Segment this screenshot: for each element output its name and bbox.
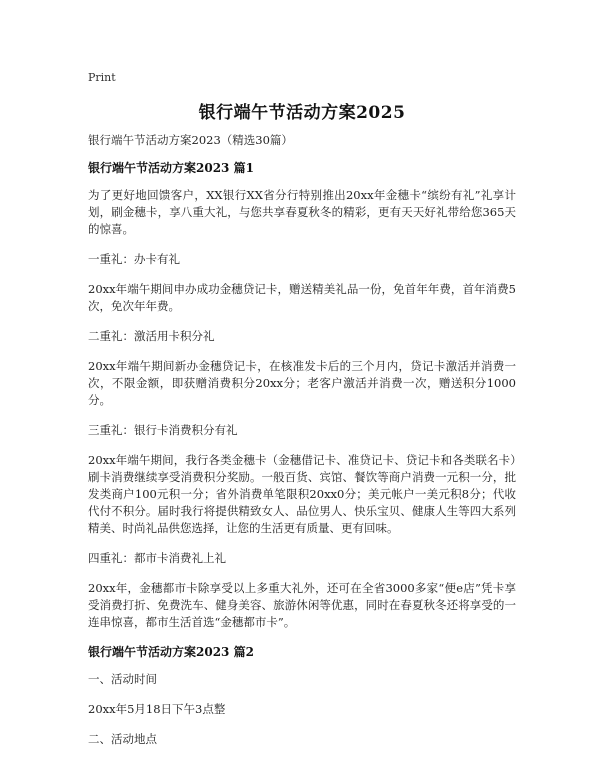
gift4-text: 20xx年，金穗都市卡除享受以上多重大礼外，还可在全省3000多家“便e店”凭卡享受消费打折、免费洗车、健身美容、旅游休闲等优惠，同时在春夏秋冬还将享受的一连串惊喜，都市生活首选“金穗都市卡”。 [88, 581, 516, 629]
gift4-title: 四重礼：都市卡消费礼上礼 [88, 551, 226, 565]
section2-heading: 银行端午节活动方案2023 篇2 [88, 645, 254, 659]
section1-intro: 为了更好地回馈客户，XX银行XX省分行特别推出20xx年金穗卡“缤纷有礼”礼享计划，刷金穗卡，享八重大礼，与您共享春夏秋冬的精彩，更有天天好礼带给您365天的惊喜。 [88, 188, 516, 236]
print-label[interactable]: Print [88, 71, 116, 84]
section1-heading: 银行端午节活动方案2023 篇1 [88, 161, 254, 175]
document-body [88, 132, 516, 761]
gift3-text: 20xx年端午期间，我行各类金穗卡（金穗借记卡、准贷记卡、贷记卡和各类联名卡）刷卡消费继续享受消费积分奖励。一般百货、宾馆、餐饮等商户消费一元积一分，批发类商户100元积一分；省外消费单笔限积20xx0分；美元帐户一美元积8分；代收代付不积分。届时我行将提供精致女人、品位男人、快乐宝贝、健康人生等四大系列精美、时尚礼品供您选择，让您的生活更有质量、更有回味。 [88, 453, 516, 535]
gift1-text: 20xx年端午期间申办成功金穗贷记卡，赠送精美礼品一份，免首年年费，首年消费5次，免次年年费。 [88, 282, 516, 313]
document-title: 银行端午节活动方案2025 [198, 103, 406, 123]
gift3-title: 三重礼：银行卡消费积分有礼 [88, 423, 238, 437]
item2-title: 二、活动地点 [88, 732, 157, 746]
item1-text: 20xx年5月18日下午3点整 [88, 702, 226, 716]
document-subtitle: 银行端午节活动方案2023（精选30篇） [88, 133, 293, 147]
item1-title: 一、活动时间 [88, 672, 157, 686]
gift1-title: 一重礼：办卡有礼 [88, 252, 180, 266]
gift2-text: 20xx年端午期间新办金穗贷记卡，在核准发卡后的三个月内，贷记卡激活并消费一次，不限金额，即获赠消费积分20xx分；老客户激活并消费一次，赠送积分1000分。 [88, 359, 516, 407]
gift2-title: 二重礼：激活用卡积分礼 [88, 329, 215, 343]
